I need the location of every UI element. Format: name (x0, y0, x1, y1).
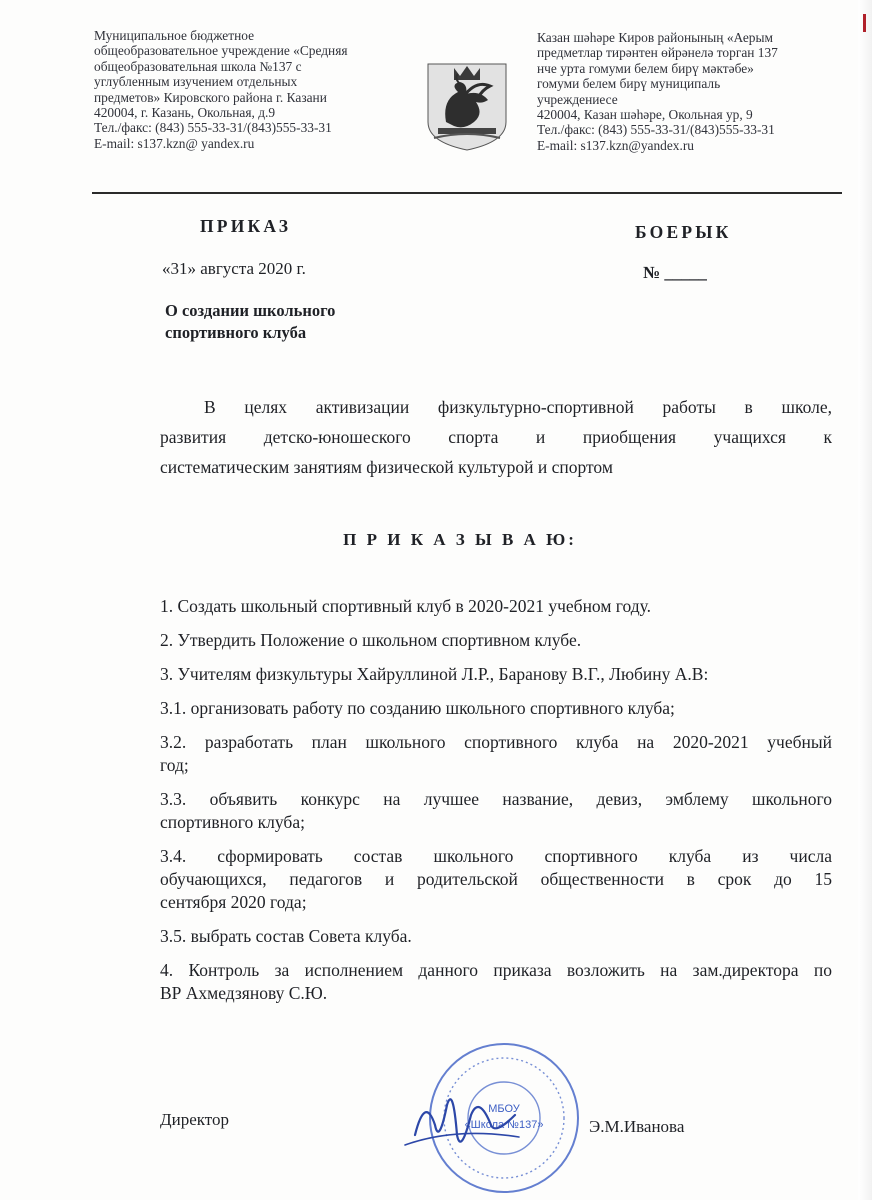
order-item-line: 3.5. выбрать состав Совета клуба. (160, 926, 412, 946)
header-right-line: гомуми белем бирү муниципаль (537, 76, 721, 92)
header-left-line: углубленным изучением отдельных (94, 74, 298, 90)
header-left-line: общеобразовательная школа №137 с (94, 58, 302, 74)
order-item-line: 1. Создать школьный спортивный клуб в 2020-2021 учебном году. (160, 596, 652, 616)
order-item-line: 3.2. разработать план школьного спортивного клуба на 2020-2021 учебный (160, 732, 832, 752)
header-right-line: Тел./факс: (843) 555-33-31/(843)555-33-31 (537, 122, 775, 138)
header-left-line: Муниципальное бюджетное (94, 28, 255, 43)
document-title-ru: ПРИКАЗ (200, 216, 292, 236)
subject-line: О создании школьного (165, 301, 336, 320)
order-item-line: сентября 2020 года; (160, 892, 307, 912)
header-left-line: общеобразовательное учреждение «Средняя (94, 43, 348, 59)
header-right-line: Казан шәһәре Киров районының «Аерым (537, 30, 773, 45)
director-signature (395, 1075, 525, 1165)
order-item (160, 731, 832, 777)
header-right-line: предметлар тирәнтен өйрәнелә торган 137 (537, 45, 778, 61)
order-item-line: 3. Учителям физкультуры Хайруллиной Л.Р., Баранову В.Г., Любину А.В: (160, 664, 709, 684)
header-left-line: 420004, г. Казань, Окольная, д.9 (94, 105, 276, 121)
order-item (160, 663, 832, 686)
intro-line: развития детско-юношеского спорта и приобщения учащихся к (160, 427, 832, 447)
header-right-block (537, 30, 847, 153)
stamp-line2: «Школа №137» (464, 1119, 544, 1131)
header-right-line: 420004, Казан шәһәре, Окольная ур, 9 (537, 107, 753, 123)
order-item (160, 788, 832, 834)
header-left-line: Тел./факс: (843) 555-33-31/(843)555-33-31 (94, 120, 332, 136)
order-date: «31» августа 2020 г. (162, 259, 306, 278)
order-item-line: 3.4. сформировать состав школьного спортивного клуба из числа (160, 846, 832, 866)
order-item-line: год; (160, 755, 189, 775)
order-item (160, 959, 832, 1005)
header-divider (92, 192, 842, 194)
order-heading: П Р И К А З Ы В А Ю: (343, 530, 577, 549)
header-right-line: нче урта гомуми белем бирү мәктәбе» (537, 60, 754, 76)
signature-name: Э.М.Иванова (589, 1117, 685, 1136)
order-number: № _____ (643, 263, 707, 282)
header-right-line: учреждениесе (537, 91, 618, 107)
order-subject (165, 300, 335, 344)
header-left-line: предметов» Кировского района г. Казани (94, 89, 327, 105)
subject-line: спортивного клуба (165, 323, 307, 342)
order-item-line: 3.1. организовать работу по созданию школьного спортивного клуба; (160, 698, 675, 718)
order-item (160, 629, 832, 652)
order-item-line: 2. Утвердить Положение о школьном спортивном клубе. (160, 630, 582, 650)
intro-line: В целях активизации физкультурно-спортивной работы в школе, (204, 397, 832, 417)
order-item-line: 3.3. объявить конкурс на лучшее название, девиз, эмблему школьного (160, 789, 832, 809)
order-item (160, 595, 832, 618)
order-items (160, 595, 832, 1016)
kazan-emblem-icon (424, 60, 510, 152)
header-right-line: E-mail: s137.kzn@yandex.ru (537, 137, 694, 153)
stamp-line1: МБОУ (488, 1103, 520, 1115)
order-item-line: обучающихся, педагогов и родительской общественности в срок до 15 (160, 869, 832, 889)
order-item-line: спортивного клуба; (160, 812, 305, 832)
order-item (160, 845, 832, 914)
order-item (160, 697, 832, 720)
order-item-line: 4. Контроль за исполнением данного приказа возложить на зам.директора по (160, 960, 832, 980)
edge-mark (863, 14, 866, 32)
order-item (160, 925, 832, 948)
signature-role: Директор (160, 1110, 229, 1129)
header-left-block (94, 28, 424, 151)
order-item-line: ВР Ахмедзянову С.Ю. (160, 983, 328, 1003)
document-title-tt: БОЕРЫК (635, 222, 732, 242)
header-left-line: E-mail: s137.kzn@ yandex.ru (94, 135, 255, 151)
intro-line: систематическим занятиям физической культурой и спортом (160, 457, 613, 477)
intro-paragraph (160, 392, 832, 482)
page-edge (858, 0, 872, 1200)
